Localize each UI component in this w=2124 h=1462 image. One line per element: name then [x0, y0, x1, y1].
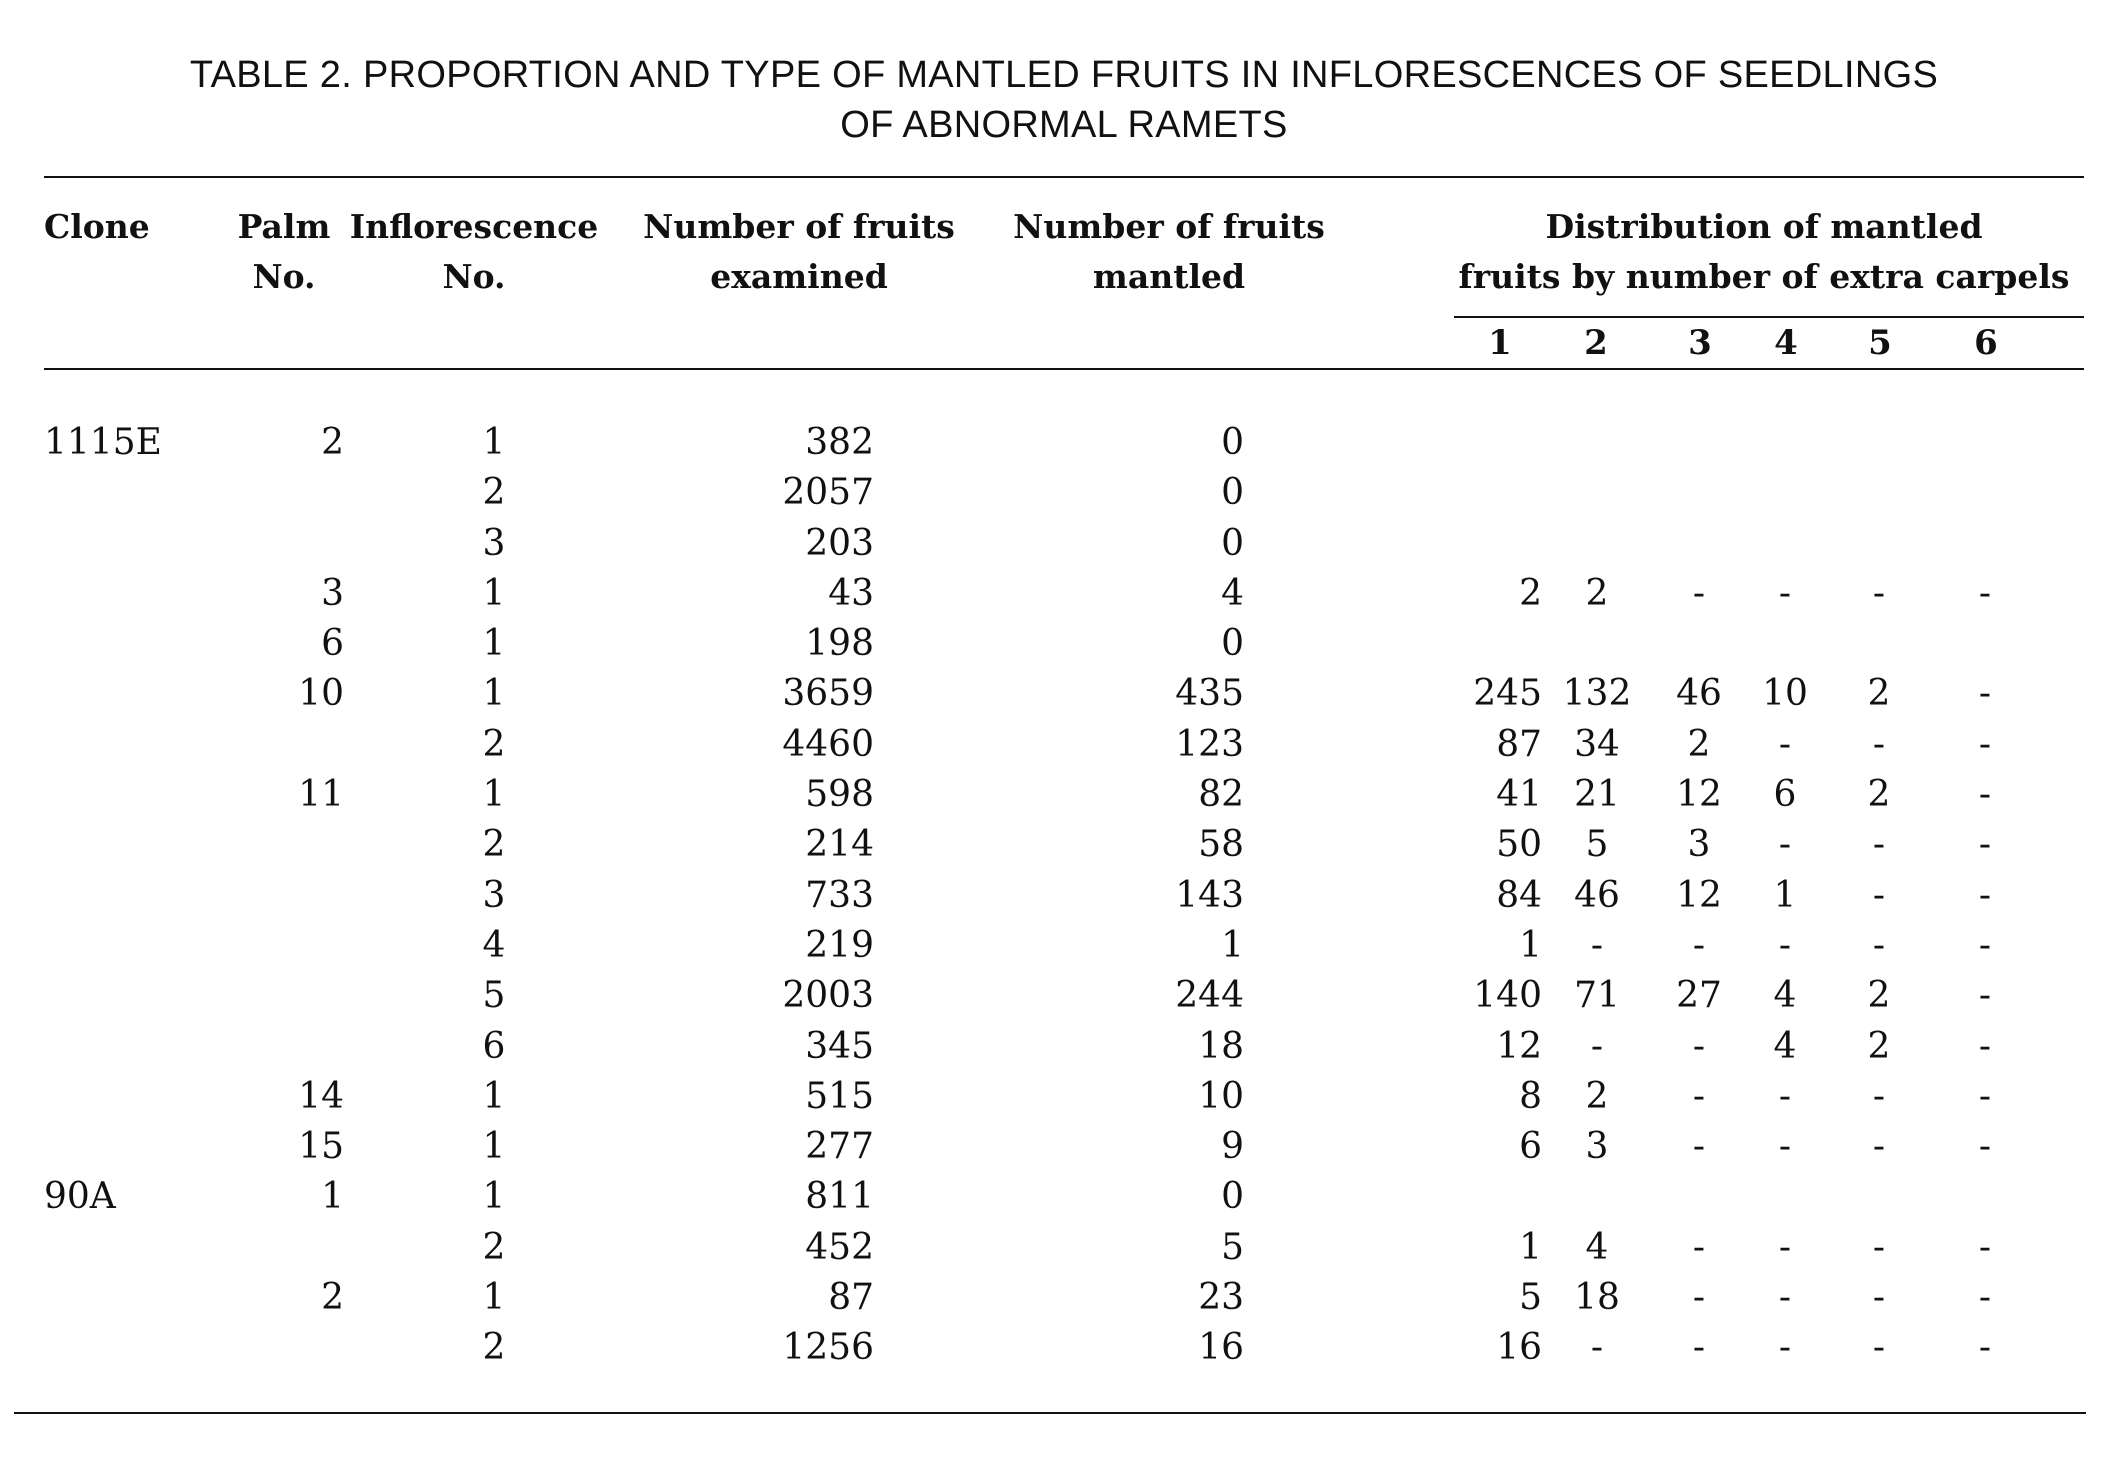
cell-extra-carpels-4: 10 — [1762, 673, 1808, 715]
cell-extra-carpels-5: - — [1872, 572, 1886, 614]
extra-carpels-header-6: 6 — [1974, 323, 1998, 363]
cell-extra-carpels-1: 87 — [1496, 723, 1542, 765]
cell-extra-carpels-5: - — [1872, 924, 1886, 966]
cell-extra-carpels-1: 140 — [1473, 975, 1542, 1017]
cell-inflorescence-no: 5 — [482, 975, 506, 1017]
cell-fruits-mantled: 0 — [1221, 472, 1244, 514]
cell-extra-carpels-3: - — [1692, 572, 1706, 614]
cell-inflorescence-no: 1 — [482, 422, 506, 463]
cell-fruits-examined: 2003 — [782, 975, 874, 1017]
cell-extra-carpels-1: 6 — [1519, 1126, 1542, 1168]
header-inflorescence-line-1: Inflorescence — [349, 207, 599, 246]
cell-extra-carpels-4: - — [1778, 1327, 1792, 1369]
cell-extra-carpels-6: - — [1978, 1327, 1992, 1369]
cell-extra-carpels-5: - — [1872, 874, 1886, 916]
cell-inflorescence-no: 1 — [482, 1075, 506, 1117]
header-fruits-mantled-line-2: mantled — [1092, 257, 1246, 296]
cell-fruits-examined: 4460 — [782, 723, 874, 765]
cell-palm-no: 2 — [321, 1277, 344, 1319]
cell-fruits-mantled: 0 — [1221, 623, 1244, 665]
cell-extra-carpels-3: - — [1692, 924, 1706, 966]
cell-fruits-examined: 3659 — [782, 673, 874, 715]
cell-extra-carpels-2: 132 — [1562, 673, 1632, 715]
cell-palm-no: 10 — [298, 673, 344, 715]
cell-extra-carpels-1: 1 — [1519, 924, 1542, 966]
cell-extra-carpels-4: 4 — [1773, 975, 1797, 1017]
cell-fruits-examined: 203 — [805, 522, 874, 564]
cell-fruits-mantled: 0 — [1221, 522, 1244, 564]
cell-fruits-examined: 2057 — [782, 472, 874, 514]
cell-extra-carpels-5: - — [1872, 1277, 1886, 1319]
cell-fruits-mantled: 82 — [1198, 774, 1244, 816]
cell-extra-carpels-1: 5 — [1519, 1277, 1542, 1319]
table-bottom-rule — [14, 1412, 2086, 1414]
cell-palm-no: 2 — [321, 422, 344, 463]
cell-extra-carpels-1: 50 — [1496, 824, 1542, 866]
extra-carpels-header-3: 3 — [1688, 323, 1712, 363]
cell-inflorescence-no: 1 — [482, 1176, 506, 1218]
cell-fruits-examined: 219 — [805, 924, 874, 966]
caption-line-1: TABLE 2. PROPORTION AND TYPE OF MANTLED FRUITS IN INFLORESCENCES OF SEEDLINGS — [189, 54, 1939, 96]
cell-extra-carpels-4: - — [1778, 1226, 1792, 1268]
table-row — [44, 820, 2084, 870]
cell-extra-carpels-3: - — [1692, 1075, 1706, 1117]
header-clone — [44, 202, 150, 252]
cell-fruits-examined: 214 — [805, 824, 874, 866]
cell-extra-carpels-1: 8 — [1519, 1075, 1542, 1117]
cell-extra-carpels-2: 21 — [1574, 774, 1620, 816]
cell-extra-carpels-4: - — [1778, 1126, 1792, 1168]
cell-extra-carpels-3: 3 — [1687, 824, 1711, 866]
cell-inflorescence-no: 1 — [482, 774, 506, 816]
cell-extra-carpels-5: - — [1872, 723, 1886, 765]
cell-extra-carpels-1: 245 — [1473, 673, 1542, 715]
cell-extra-carpels-4: - — [1778, 1277, 1792, 1319]
header-distribution-line-1: Distribution of mantled — [1545, 207, 1983, 246]
extra-carpels-header-2: 2 — [1584, 323, 1608, 363]
table-row — [44, 770, 2084, 820]
cell-palm-no: 14 — [298, 1075, 344, 1117]
cell-extra-carpels-6: - — [1978, 1126, 1992, 1168]
extra-carpels-header-5: 5 — [1868, 323, 1892, 363]
cell-extra-carpels-3: 12 — [1676, 874, 1722, 916]
table-row — [44, 871, 2084, 921]
cell-extra-carpels-6: - — [1978, 723, 1992, 765]
cell-extra-carpels-3: - — [1692, 1277, 1706, 1319]
table-row — [44, 569, 2084, 619]
cell-extra-carpels-6: - — [1978, 975, 1992, 1017]
table-row — [44, 669, 2084, 719]
document-page — [44, 50, 2084, 1420]
cell-extra-carpels-4: 4 — [1773, 1025, 1797, 1067]
table-row — [44, 418, 2084, 468]
cell-inflorescence-no: 2 — [482, 1226, 506, 1268]
cell-extra-carpels-5: - — [1872, 1327, 1886, 1369]
cell-fruits-mantled: 10 — [1198, 1075, 1244, 1117]
cell-extra-carpels-6: - — [1978, 1025, 1992, 1067]
cell-inflorescence-no: 1 — [482, 572, 506, 614]
cell-fruits-mantled: 1 — [1221, 924, 1244, 966]
cell-extra-carpels-2: 3 — [1585, 1126, 1609, 1168]
cell-inflorescence-no: 1 — [482, 1126, 506, 1168]
cell-palm-no: 15 — [298, 1126, 344, 1168]
header-fruits-mantled — [1004, 202, 1334, 302]
table-row — [44, 921, 2084, 971]
cell-extra-carpels-2: 71 — [1574, 975, 1620, 1017]
header-fruits-examined — [634, 202, 964, 302]
caption-line-2: OF ABNORMAL RAMETS — [840, 104, 1288, 146]
cell-fruits-examined: 382 — [805, 422, 874, 463]
cell-fruits-mantled: 5 — [1221, 1226, 1244, 1268]
cell-inflorescence-no: 2 — [482, 723, 506, 765]
cell-extra-carpels-3: 27 — [1676, 975, 1722, 1017]
cell-extra-carpels-5: 2 — [1867, 975, 1891, 1017]
cell-fruits-mantled: 58 — [1198, 824, 1244, 866]
cell-fruits-mantled: 9 — [1221, 1126, 1244, 1168]
cell-fruits-examined: 1256 — [782, 1327, 874, 1369]
table-row — [44, 1172, 2084, 1222]
cell-fruits-examined: 733 — [805, 874, 874, 916]
cell-extra-carpels-6: - — [1978, 824, 1992, 866]
cell-extra-carpels-2: - — [1590, 1327, 1604, 1369]
cell-fruits-examined: 811 — [805, 1176, 874, 1218]
cell-extra-carpels-1: 1 — [1519, 1226, 1542, 1268]
table-row — [44, 971, 2084, 1021]
table-top-rule — [44, 176, 2084, 178]
table-row — [44, 519, 2084, 569]
cell-extra-carpels-6: - — [1978, 1075, 1992, 1117]
cell-extra-carpels-6: - — [1978, 1226, 1992, 1268]
cell-fruits-examined: 515 — [805, 1075, 874, 1117]
cell-extra-carpels-5: - — [1872, 1226, 1886, 1268]
cell-extra-carpels-1: 2 — [1519, 572, 1542, 614]
cell-extra-carpels-6: - — [1978, 572, 1992, 614]
cell-palm-no: 3 — [321, 572, 344, 614]
cell-fruits-examined: 345 — [805, 1025, 874, 1067]
header-palm-line-2: No. — [252, 257, 316, 296]
cell-fruits-examined: 87 — [828, 1277, 874, 1319]
cell-fruits-examined: 277 — [805, 1126, 874, 1168]
header-fruits-examined-line-1: Number of fruits — [643, 207, 955, 246]
cell-extra-carpels-4: 1 — [1773, 874, 1797, 916]
table-row — [44, 1022, 2084, 1072]
cell-extra-carpels-2: 2 — [1585, 572, 1609, 614]
header-clone-label: Clone — [44, 207, 150, 246]
cell-extra-carpels-2: 46 — [1574, 874, 1620, 916]
extra-carpels-header-1: 1 — [1488, 323, 1512, 363]
cell-extra-carpels-3: 12 — [1676, 774, 1722, 816]
header-fruits-mantled-line-1: Number of fruits — [1013, 207, 1325, 246]
cell-extra-carpels-2: 5 — [1585, 824, 1609, 866]
cell-extra-carpels-5: - — [1872, 824, 1886, 866]
cell-fruits-mantled: 0 — [1221, 422, 1244, 463]
table-header-rule — [44, 368, 2084, 370]
cell-inflorescence-no: 1 — [482, 673, 506, 715]
table-caption — [44, 50, 2084, 150]
cell-extra-carpels-5: 2 — [1867, 1025, 1891, 1067]
cell-clone: 90A — [44, 1176, 116, 1218]
cell-fruits-mantled: 143 — [1175, 874, 1244, 916]
cell-extra-carpels-2: - — [1590, 924, 1604, 966]
table-body — [44, 418, 2084, 1374]
table-row — [44, 1122, 2084, 1172]
cell-extra-carpels-3: - — [1692, 1226, 1706, 1268]
table-row — [44, 619, 2084, 669]
table-row — [44, 1072, 2084, 1122]
cell-extra-carpels-4: - — [1778, 723, 1792, 765]
cell-extra-carpels-2: 18 — [1574, 1277, 1620, 1319]
cell-extra-carpels-4: - — [1778, 572, 1792, 614]
cell-inflorescence-no: 4 — [482, 924, 506, 966]
header-inflorescence-line-2: No. — [442, 257, 506, 296]
cell-extra-carpels-1: 41 — [1496, 774, 1542, 816]
cell-extra-carpels-6: - — [1978, 673, 1992, 715]
cell-fruits-examined: 43 — [828, 572, 874, 614]
cell-extra-carpels-6: - — [1978, 874, 1992, 916]
cell-extra-carpels-3: - — [1692, 1327, 1706, 1369]
header-palm — [204, 202, 364, 302]
cell-extra-carpels-4: - — [1778, 824, 1792, 866]
header-distribution — [1444, 202, 2084, 302]
table-row — [44, 468, 2084, 518]
table-row — [44, 1223, 2084, 1273]
header-fruits-examined-line-2: examined — [710, 257, 888, 296]
cell-extra-carpels-4: - — [1778, 1075, 1792, 1117]
cell-fruits-mantled: 123 — [1175, 723, 1244, 765]
cell-fruits-mantled: 4 — [1221, 572, 1244, 614]
cell-inflorescence-no: 3 — [482, 874, 506, 916]
cell-fruits-mantled: 18 — [1198, 1025, 1244, 1067]
cell-inflorescence-no: 1 — [482, 1277, 506, 1319]
cell-extra-carpels-2: 34 — [1574, 723, 1620, 765]
cell-inflorescence-no: 6 — [482, 1025, 506, 1067]
cell-extra-carpels-4: 6 — [1773, 774, 1797, 816]
cell-inflorescence-no: 2 — [482, 472, 506, 514]
cell-inflorescence-no: 3 — [482, 522, 506, 564]
cell-extra-carpels-4: - — [1778, 924, 1792, 966]
cell-fruits-examined: 598 — [805, 774, 874, 816]
cell-fruits-mantled: 16 — [1198, 1327, 1244, 1369]
cell-fruits-mantled: 0 — [1221, 1176, 1244, 1218]
header-palm-line-1: Palm — [237, 207, 331, 246]
cell-extra-carpels-5: 2 — [1867, 673, 1891, 715]
cell-extra-carpels-2: 4 — [1585, 1226, 1609, 1268]
cell-inflorescence-no: 1 — [482, 623, 506, 665]
cell-extra-carpels-5: 2 — [1867, 774, 1891, 816]
cell-inflorescence-no: 2 — [482, 824, 506, 866]
cell-extra-carpels-2: - — [1590, 1025, 1604, 1067]
cell-clone: 1115E — [44, 422, 162, 463]
table-row — [44, 1273, 2084, 1323]
header-inflorescence — [344, 202, 604, 302]
cell-extra-carpels-1: 12 — [1496, 1025, 1542, 1067]
cell-fruits-examined: 198 — [805, 623, 874, 665]
cell-fruits-mantled: 435 — [1175, 673, 1244, 715]
cell-extra-carpels-1: 84 — [1496, 874, 1542, 916]
cell-palm-no: 1 — [321, 1176, 344, 1218]
cell-extra-carpels-2: 2 — [1585, 1075, 1609, 1117]
cell-fruits-examined: 452 — [805, 1226, 874, 1268]
cell-inflorescence-no: 2 — [482, 1327, 506, 1369]
cell-extra-carpels-3: - — [1692, 1025, 1706, 1067]
table-row — [44, 1323, 2084, 1373]
cell-palm-no: 11 — [298, 774, 344, 816]
cell-fruits-mantled: 244 — [1175, 975, 1244, 1017]
cell-palm-no: 6 — [321, 623, 344, 665]
cell-extra-carpels-3: 2 — [1687, 723, 1711, 765]
cell-extra-carpels-5: - — [1872, 1126, 1886, 1168]
cell-extra-carpels-3: 46 — [1676, 673, 1722, 715]
cell-extra-carpels-6: - — [1978, 774, 1992, 816]
table-row — [44, 720, 2084, 770]
cell-fruits-mantled: 23 — [1198, 1277, 1244, 1319]
header-distribution-line-2: fruits by number of extra carpels — [1458, 257, 2070, 296]
cell-extra-carpels-3: - — [1692, 1126, 1706, 1168]
cell-extra-carpels-6: - — [1978, 924, 1992, 966]
cell-extra-carpels-5: - — [1872, 1075, 1886, 1117]
extra-carpels-header-4: 4 — [1774, 323, 1798, 363]
cell-extra-carpels-6: - — [1978, 1277, 1992, 1319]
cell-extra-carpels-1: 16 — [1496, 1327, 1542, 1369]
